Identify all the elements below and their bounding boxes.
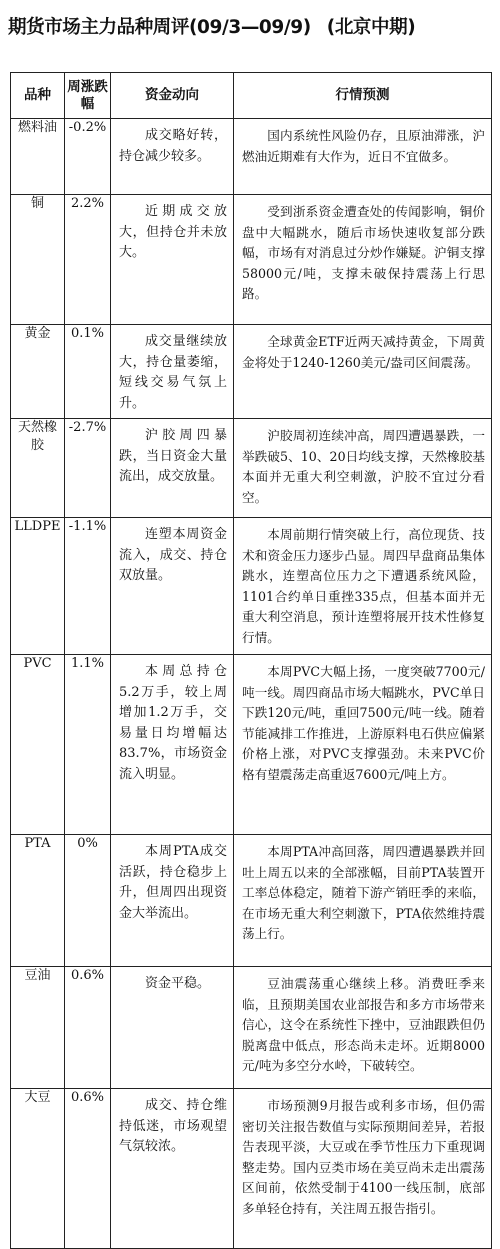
fund-flow: 成交、持仓维持低迷，市场观望气氛较浓。 <box>111 1089 234 1249</box>
market-forecast: 豆油震荡重心继续上移。消费旺季来临，且预期美国农业部报告和多方市场带来信心，这令在系统性下挫中，豆油跟跌但仍脱离盘中低点，形态尚未走坏。近期8000元/吨为多空分水岭，下破转空。 <box>234 967 492 1089</box>
table-row <box>11 835 492 967</box>
weekly-change: 0.6% <box>65 967 111 1089</box>
fund-flow: 沪胶周四暴跌，当日资金大量流出，成交放量。 <box>111 419 234 518</box>
fund-flow: 成交略好转，持仓减少较多。 <box>111 119 234 195</box>
market-forecast: 受到浙系资金遭查处的传闻影响，铜价盘中大幅跳水，随后市场快速收复部分跌幅，市场有对消息过分炒作嫌疑。沪铜支撑58000元/吨，支撑未破保持震荡上行思路。 <box>234 195 492 325</box>
market-forecast: 本周前期行情突破上行，高位现货、技术和资金压力逐步凸显。周四早盘商品集体跳水，连塑高位压力之下遭遇系统风险，1101合约单日重挫335点，但基本面并无重大利空消息，预计连塑将展开技术性修复行情。 <box>234 518 492 655</box>
weekly-change: 0.6% <box>65 1089 111 1249</box>
futures-weekly-table <box>10 72 492 1249</box>
weekly-change: -0.2% <box>65 119 111 195</box>
table-row <box>11 419 492 518</box>
table-header-row <box>11 73 492 119</box>
source-label: (北京中期) <box>326 17 416 38</box>
column-header-forecast: 行情预测 <box>234 73 492 119</box>
commodity-name: PTA <box>11 835 65 967</box>
weekly-change: 0.1% <box>65 325 111 419</box>
market-forecast: 沪胶周初连续冲高，周四遭遇暴跌，一举跌破5、10、20日均线支撑，天然橡胶基本面并无重大利空刺激，沪胶不宜过分看空。 <box>234 419 492 518</box>
commodity-name: 大豆 <box>11 1089 65 1249</box>
market-forecast: 全球黄金ETF近两天减持黄金，下周黄金将处于1240-1260美元/盎司区间震荡。 <box>234 325 492 419</box>
table-row <box>11 967 492 1089</box>
fund-flow: 本周总持仓5.2万手，较上周增加1.2万手，交易量日均增幅达83.7%，市场资金流入明显。 <box>111 655 234 835</box>
table-row <box>11 1089 492 1249</box>
table-row <box>11 195 492 325</box>
commodity-name: PVC <box>11 655 65 835</box>
fund-flow: 近期成交放大，但持仓并未放大。 <box>111 195 234 325</box>
fund-flow: 连塑本周资金流入，成交、持仓双放量。 <box>111 518 234 655</box>
market-forecast: 国内系统性风险仍存，且原油滞涨，沪燃油近期难有大作为，近日不宜做多。 <box>234 119 492 195</box>
weekly-change: 2.2% <box>65 195 111 325</box>
commodity-name: 铜 <box>11 195 65 325</box>
weekly-change: -1.1% <box>65 518 111 655</box>
market-forecast: 市场预测9月报告或利多市场，但仍需密切关注报告数值与实际预期间差异，若报告表现平淡，大豆或在季节性压力下重现调整走势。国内豆类市场在美豆尚未走出震荡区间前，依然受制于4100一线压制，底部多单轻仓持有，关注周五报告指引。 <box>234 1089 492 1249</box>
weekly-change: 0% <box>65 835 111 967</box>
commodity-name: LLDPE <box>11 518 65 655</box>
market-forecast: 本周PTA冲高回落，周四遭遇暴跌并回吐上周五以来的全部涨幅，目前PTA装置开工率总体稳定，随着下游产销旺季的来临，在市场无重大利空刺激下，PTA依然维持震荡上行。 <box>234 835 492 967</box>
fund-flow: 资金平稳。 <box>111 967 234 1089</box>
headline <box>8 6 496 46</box>
table-row <box>11 325 492 419</box>
commodity-name: 豆油 <box>11 967 65 1089</box>
table-row <box>11 119 492 195</box>
commodity-name: 黄金 <box>11 325 65 419</box>
weekly-change: -2.7% <box>65 419 111 518</box>
commodity-name: 天然橡胶 <box>11 419 65 518</box>
table-row <box>11 518 492 655</box>
market-forecast: 本周PVC大幅上扬，一度突破7700元/吨一线。周四商品市场大幅跳水，PVC单日下跌120元/吨，重回7500元/吨一线。随着节能减排工作推进，上游原料电石供应偏紧价格上涨，对PVC支撑强劲。未来PVC价格有望震荡走高重返7600元/吨上方。 <box>234 655 492 835</box>
column-header-fund-flow: 资金动向 <box>111 73 234 119</box>
weekly-change: 1.1% <box>65 655 111 835</box>
page-title: 期货市场主力品种周评(09/3—09/9) <box>8 17 311 38</box>
column-header-commodity: 品种 <box>11 73 65 119</box>
column-header-weekly-change: 周涨跌幅 <box>65 73 111 119</box>
table-row <box>11 655 492 835</box>
commodity-name: 燃料油 <box>11 119 65 195</box>
fund-flow: 本周PTA成交活跃，持仓稳步上升，但周四出现资金大举流出。 <box>111 835 234 967</box>
fund-flow: 成交量继续放大，持仓量萎缩，短线交易气氛上升。 <box>111 325 234 419</box>
